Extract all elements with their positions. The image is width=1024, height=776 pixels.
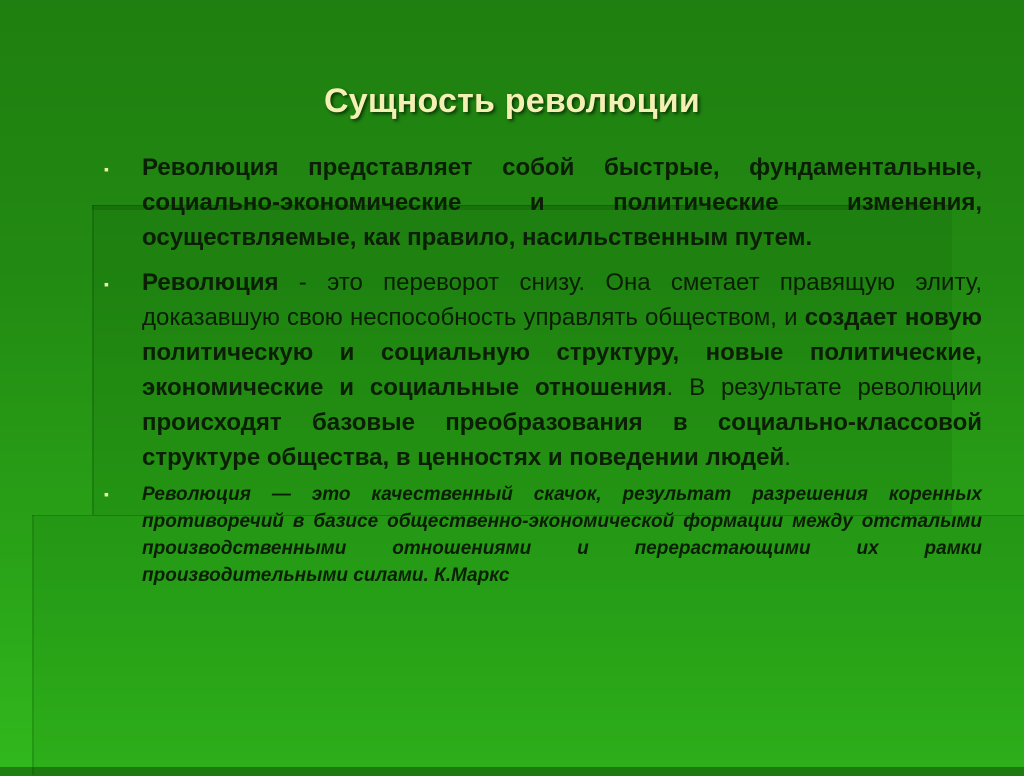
bullet-emphasis: происходят базовые преобразования в социально-классовой структуре общества, в ценностях и поведении людей bbox=[142, 409, 982, 471]
bullet-text: - это переворот снизу. Она сметает правящую элиту, доказавшую свою неспособность управлять обществом, и bbox=[142, 269, 982, 331]
bullet-definition bbox=[104, 150, 982, 255]
bullet-overturn bbox=[104, 265, 982, 475]
bullet-marx-quote bbox=[104, 481, 982, 589]
background-edge-lower bbox=[32, 515, 34, 775]
slide-body bbox=[104, 150, 982, 589]
slide-title: Сущность революции bbox=[324, 82, 700, 120]
bullet-square-icon: ▪ bbox=[104, 276, 109, 292]
background-edge-upper bbox=[92, 205, 94, 515]
bullet-text: . bbox=[784, 444, 791, 471]
bullet-square-icon: ▪ bbox=[104, 486, 109, 502]
bullet-square-icon: ▪ bbox=[104, 161, 109, 177]
bullet-text: Революция — это качественный скачок, результат разрешения коренных противоречий в базисе общественно-экономической формации между отсталыми производственными отношениями и перерастающими их рамки производительными силами. К.Маркс bbox=[142, 484, 982, 586]
bullet-term: Революция bbox=[142, 269, 279, 296]
bullet-text: Революция представляет собой быстрые, фундаментальные, социально-экономические и политические изменения, осуществляемые, как правило, насильственным путем. bbox=[142, 154, 982, 251]
bullet-text: . В результате революции bbox=[666, 374, 982, 401]
bullet-emphasis: создает новую политическую и социальную структуру, новые политические, экономические и социальные отношения bbox=[142, 304, 982, 401]
